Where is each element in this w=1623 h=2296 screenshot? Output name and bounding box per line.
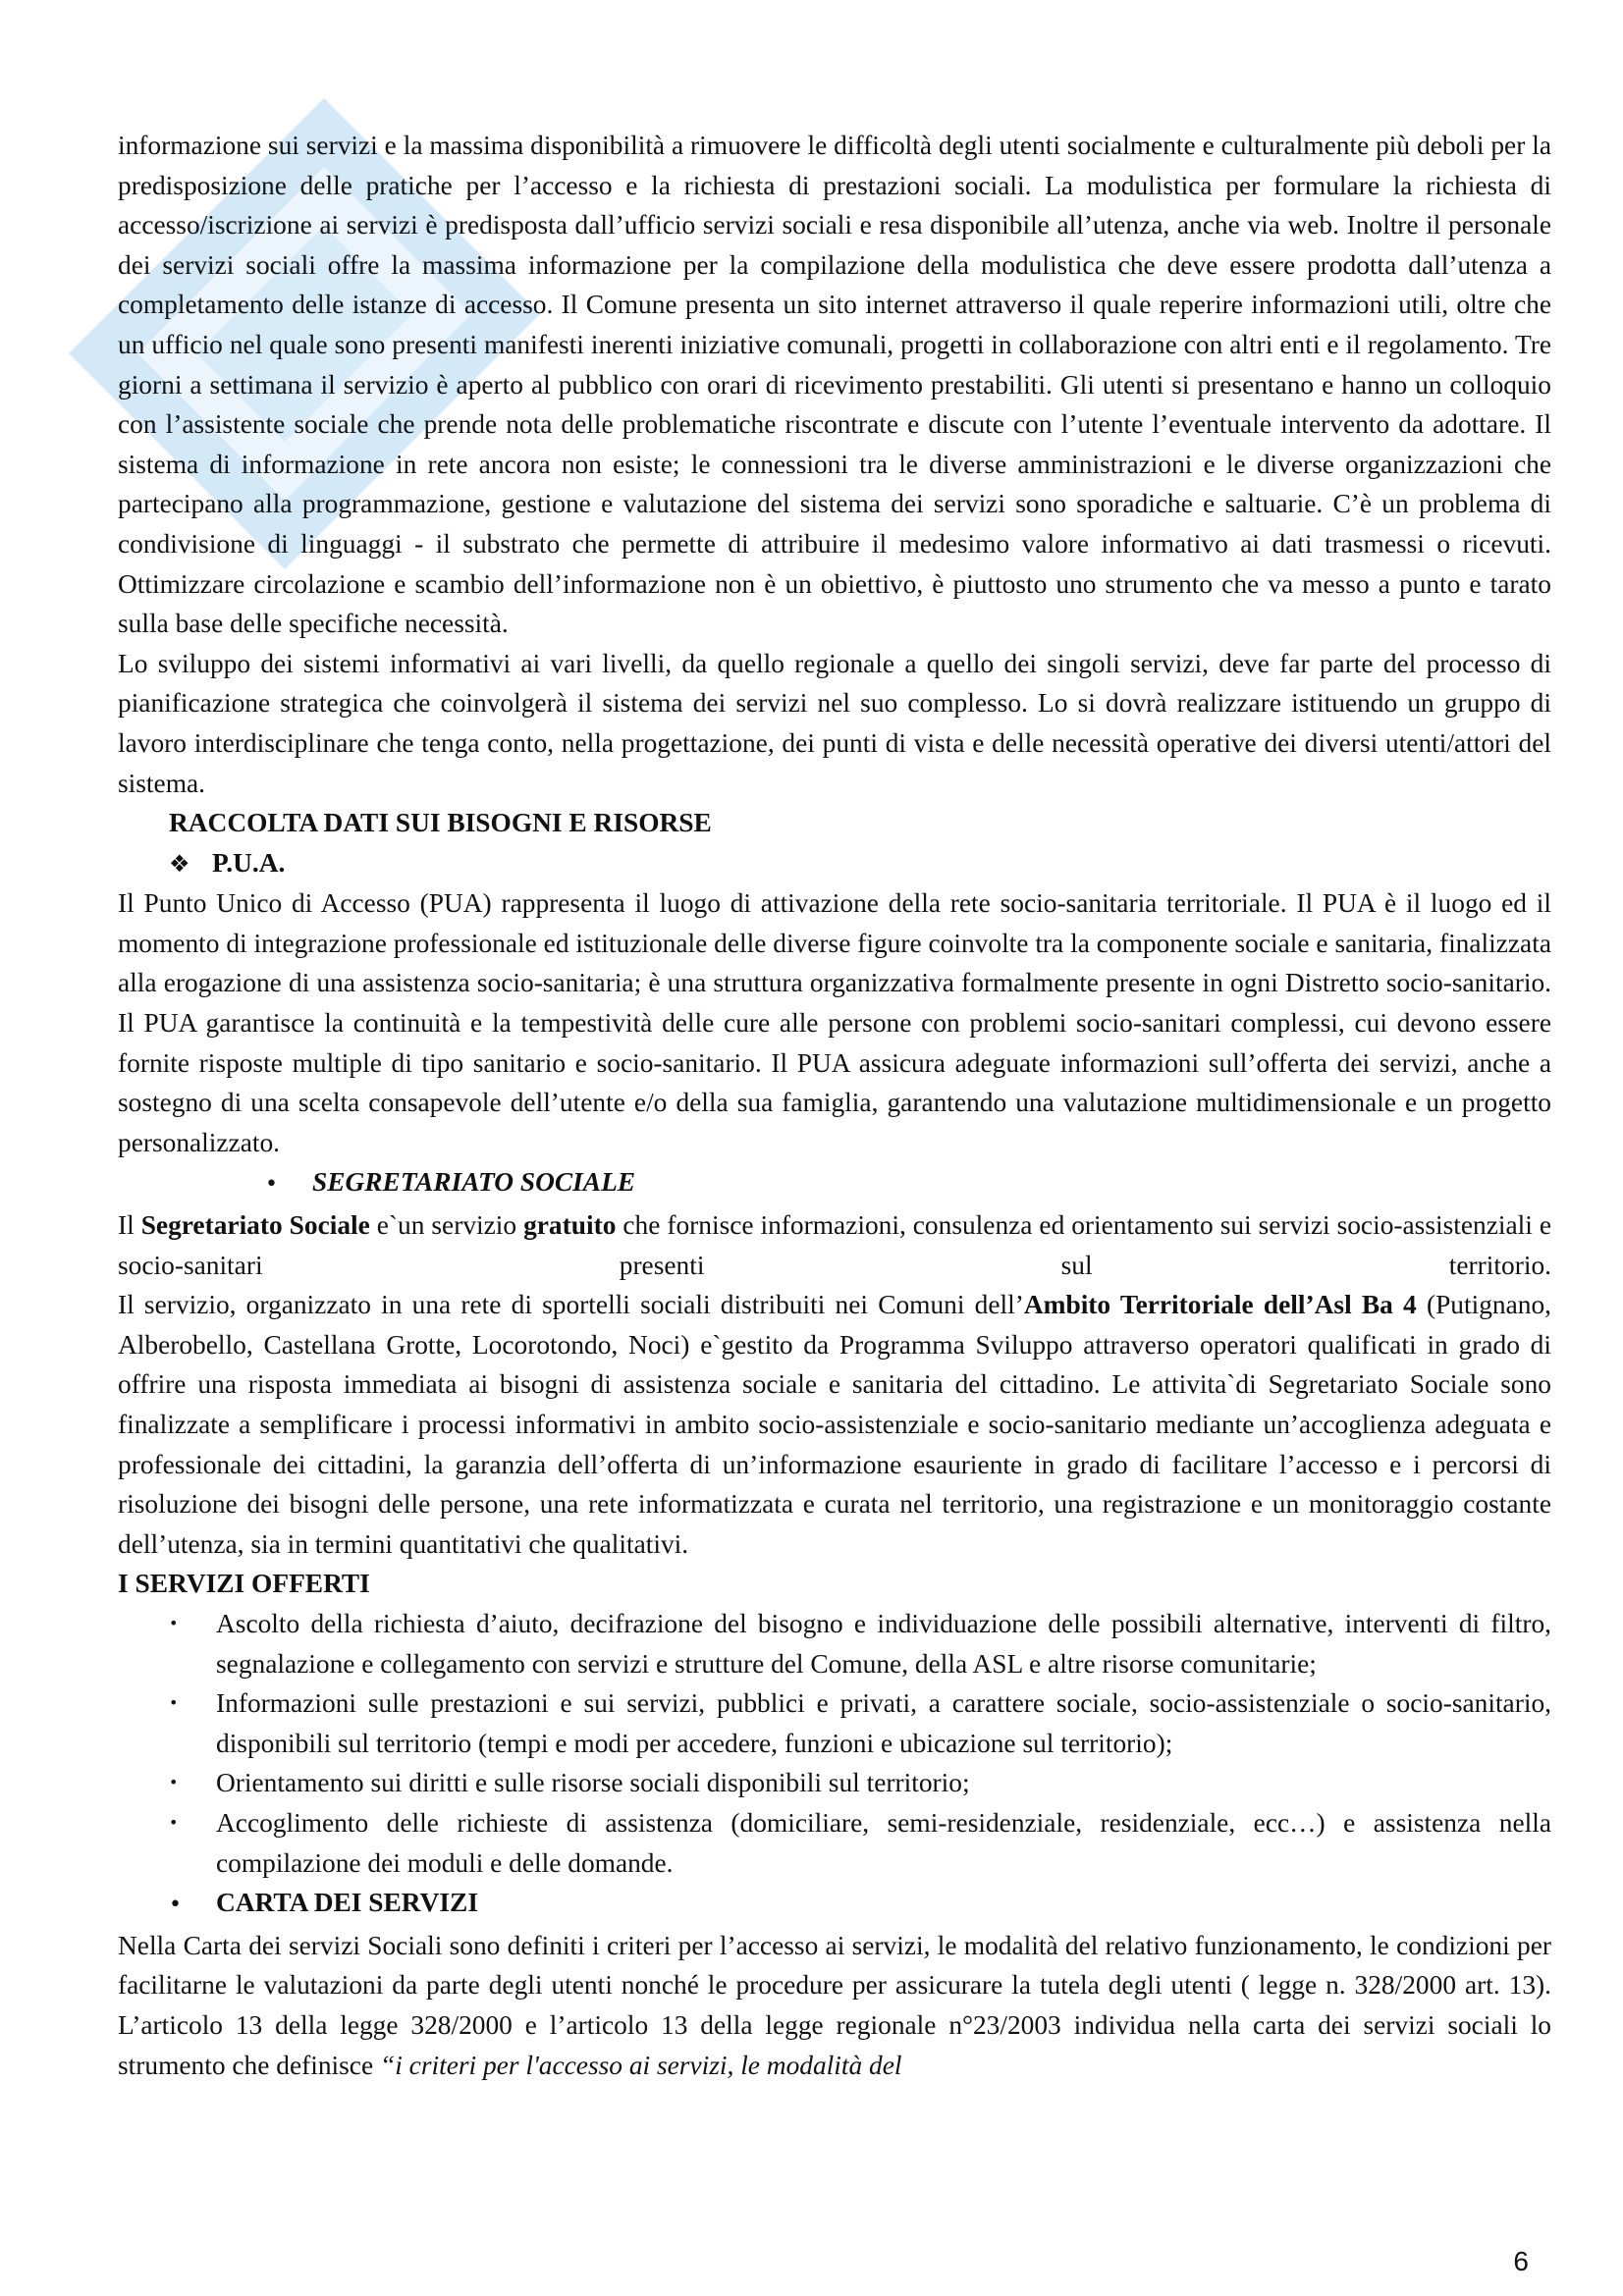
text-run-bold: Segretariato Sociale — [140, 1210, 370, 1241]
list-item — [118, 1803, 1551, 1883]
text-run: Il — [118, 1210, 141, 1241]
text-run-bold: gratuito — [523, 1210, 617, 1241]
paragraph-sviluppo: Lo sviluppo dei sistemi informativi ai vari livelli, da quello regionale a quello dei singoli servizi, deve far parte del processo di pianificazione strategica che coinvolgerà il sistema dei servizi nel suo complesso. Lo si dovrà realizzare istituendo un gruppo di lavoro interdisciplinare che tenga conto, nella progettazione, dei punti di vista e delle necessità operative dei diversi utenti/attori del sistema. — [118, 648, 1551, 798]
list-item-text: Accoglimento delle richieste di assistenza (domiciliare, semi-residenziale, residenziale, ecc…) e assistenza nella compilazione dei moduli e delle domande. — [216, 1807, 1551, 1878]
text-run: Nella Carta dei servizi Sociali sono definiti i criteri per l’accesso ai servizi, le modalità del relativo funzionamento, le condizioni per facilitarne le valutazioni da parte degli utenti nonché le procedure per assicurare la tutela degli utenti ( legge n. 328/2000 art. 13). L’articolo 13 della legge 328/2000 e l’articolo 13 della legge regionale n°23/2003 individua nella carta dei servizi sociali lo strumento che definisce — [118, 1930, 1551, 2080]
paragraph-segretariato-intro — [118, 1205, 1551, 1285]
heading-segretariato-title: SEGRETARIATO SOCIALE — [312, 1167, 636, 1198]
list-item — [118, 1683, 1551, 1763]
heading-servizi-offerti: I SERVIZI OFFERTI — [118, 1569, 370, 1599]
paragraph-pua: Il Punto Unico di Accesso (PUA) rappresenta il luogo di attivazione della rete socio-sanitaria territoriale. Il PUA è il luogo ed il momento di integrazione professionale ed istituzionale delle diverse figure coinvolte tra la componente sociale e sanitaria, finalizzata alla erogazione di una assistenza socio-sanitaria; è una struttura organizzativa formalmente presente in ogni Distretto socio-sanitario. Il PUA garantisce la continuità e la tempestività delle cure alle persone con problemi socio-sanitari complessi, cui devono essere fornite risposte multiple di tipo sanitario e socio-sanitario. Il PUA assicura adeguate informazioni sull’offerta dei servizi, anche a sostegno di una scelta consapevole dell’utente e/o della sua famiglia, garantendo una valutazione multidimensionale e un progetto personalizzato. — [118, 888, 1551, 1157]
list-item — [118, 1604, 1551, 1683]
text-run: e`un servizio — [369, 1210, 524, 1241]
bullet-icon: • — [169, 1812, 179, 1832]
bullet-icon: • — [169, 1613, 179, 1632]
list-item — [118, 1763, 1551, 1803]
text-run: (Putignano, Alberobello, Castellana Grotte, Locorotondo, Noci) e`gestito da Programma Sviluppo attraverso operatori qualificati in grado di offrire una risposta immediata ai bisogni di assistenza sociale e sanitaria del cittadino. Le attivita`di Segretariato Sociale sono finalizzate a semplificare i processi informativi in ambito socio-assistenziale e socio-sanitario mediante un’accoglienza adeguata e professionale dei cittadini, la garanzia dell’offerta di un’informazione esauriente in grado di facilitare l’accesso e i percorsi di risoluzione dei bisogni delle persone, una rete informatizzata e curata nel territorio, una registrazione e un monitoraggio costante dell’utenza, sia in termini quantitativi che qualitativi. — [118, 1290, 1552, 1559]
heading-carta-title: CARTA DEI SERVIZI — [216, 1888, 478, 1918]
heading-pua — [118, 843, 1551, 884]
list-item-text: Ascolto della richiesta d’aiuto, decifrazione del bisogno e individuazione delle possibili alternative, interventi di filtro, segnalazione e collegamento con servizi e strutture del Comune, della ASL e altre risorse comunitarie; — [216, 1608, 1551, 1679]
paragraph-intro: informazione sui servizi e la massima disponibilità a rimuovere le difficoltà degli utenti socialmente e culturalmente più deboli per la predisposizione delle pratiche per l’accesso e la richiesta di prestazioni sociali. La modulistica per formulare la richiesta di accesso/iscrizione ai servizi è predisposta dall’ufficio servizi sociali e resa disponibile all’utenza, anche via web. Inoltre il personale dei servizi sociali offre la massima informazione per la compilazione della modulistica che deve essere prodotta dall’utenza a completamento delle istanze di accesso. Il Comune presenta un sito internet attraverso il quale reperire informazioni utili, oltre che un ufficio nel quale sono presenti manifesti inerenti iniziative comunali, progetti in collaborazione con altri enti e il regolamento. Tre giorni a settimana il servizio è aperto al pubblico con orari di ricevimento prestabiliti. Gli utenti si presentano e hanno un colloquio con l’assistente sociale che prende nota delle problematiche riscontrate e discute con l’utente l’eventuale intervento da adottare. Il sistema di informazione in rete ancora non esiste; le connessioni tra le diverse amministrazioni e le diverse organizzazioni che partecipano alla programmazione, gestione e valutazione del sistema dei servizi sono sporadiche e saltuarie. C’è un problema di condivisione di linguaggi - il substrato che permette di attribuire il medesimo valore informativo ai dati trasmessi o ricevuti. Ottimizzare circolazione e scambio dell’informazione non è un obiettivo, è piuttosto uno strumento che va messo a punto e tarato sulla base delle specifiche necessità. — [118, 131, 1551, 639]
text-run: Il servizio, organizzato in una rete di sportelli sociali distribuiti nei Comuni dell’ — [118, 1290, 1024, 1320]
diamond-bullet-icon: ❖ — [169, 849, 190, 878]
heading-raccolta-dati: RACCOLTA DATI SUI BISOGNI E RISORSE — [169, 808, 712, 838]
text-run-italic: “i criteri per l'accesso ai servizi, le modalità del — [379, 2050, 902, 2080]
heading-segretariato — [118, 1162, 1551, 1205]
paragraph-segretariato-servizio — [118, 1285, 1551, 1564]
text-run: che fornisce informazioni, consulenza ed orientamento sui servizi socio-assistenziali e socio-sanitari presenti sul territorio. — [118, 1210, 1551, 1280]
paragraph-carta — [118, 1926, 1551, 2085]
services-list — [118, 1604, 1551, 1883]
heading-carta-servizi — [118, 1883, 1551, 1926]
bullet-icon: • — [169, 1693, 179, 1713]
list-item-text: Informazioni sulle prestazioni e sui servizi, pubblici e privati, a carattere sociale, socio-assistenziale o socio-sanitario, disponibili sul territorio (tempi e modi per accedere, funzioni e ubicazione sul territorio); — [216, 1688, 1551, 1758]
list-item-text: Orientamento sui diritti e sulle risorse sociali disponibili sul territorio; — [216, 1768, 970, 1798]
bullet-icon: • — [265, 1172, 278, 1198]
bullet-icon: • — [169, 1893, 182, 1918]
bullet-icon: • — [169, 1773, 179, 1792]
document-body — [118, 126, 1551, 2085]
heading-pua-title: P.U.A. — [212, 847, 286, 878]
page-number: 6 — [1513, 2246, 1529, 2276]
text-run-bold: Ambito Territoriale dell’Asl Ba 4 — [1023, 1290, 1417, 1320]
